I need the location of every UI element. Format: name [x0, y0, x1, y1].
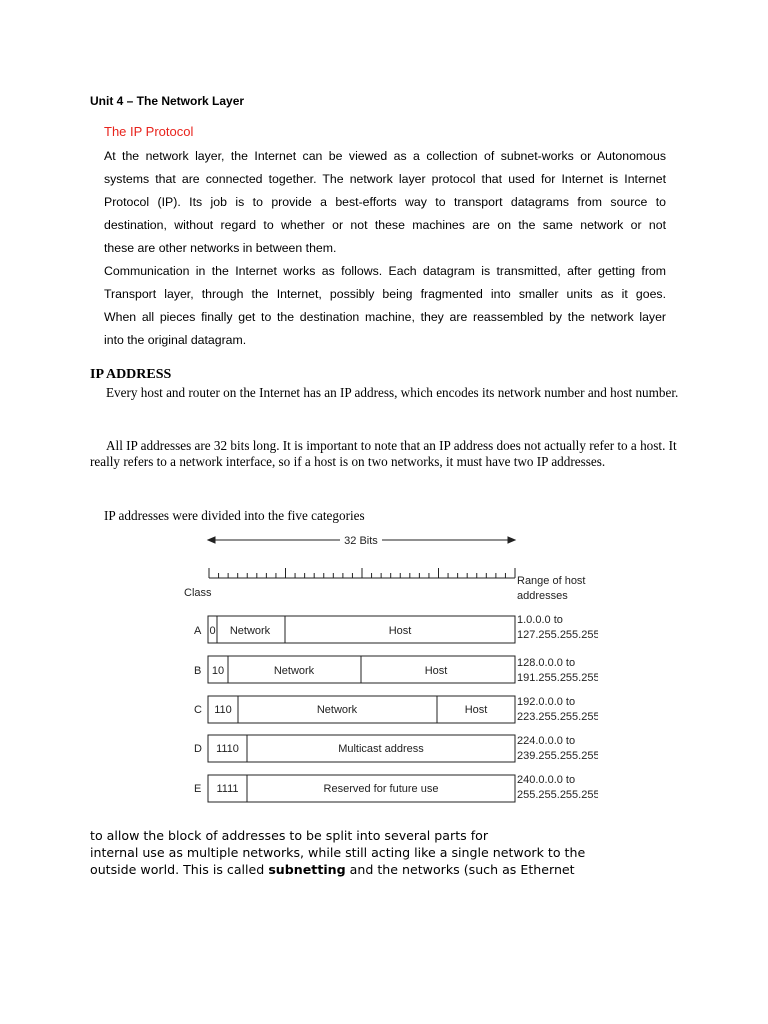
host-field: Host — [424, 665, 448, 677]
bit-ruler — [209, 568, 515, 578]
class-letter: E — [194, 783, 202, 795]
protocol-line: systems that are connected together. The network layer protocol that used for Internet is Internet — [104, 172, 666, 186]
line-text: and the networks (such as Ethernet — [345, 862, 575, 877]
network-field: Network — [273, 665, 315, 677]
protocol-line: into the original datagram. — [104, 333, 247, 347]
ip-address-heading: IP ADDRESS — [90, 367, 172, 382]
class-letter: D — [194, 743, 202, 755]
class-row-b — [194, 656, 598, 684]
ip-address-paragraph-2 — [90, 438, 690, 470]
protocol-line: Communication in the Internet works as follows. Each datagram is transmitted, after getting from — [104, 264, 666, 278]
network-field: Network — [229, 625, 271, 637]
class-row-d — [194, 735, 598, 762]
range-end: 127.255.255.255 — [517, 629, 598, 641]
range-header: addresses — [517, 590, 568, 602]
prefix-bits: 110 — [214, 704, 232, 716]
class-row-e — [194, 774, 598, 802]
range-end: 191.255.255.255 — [517, 672, 598, 684]
protocol-line: Transport layer, through the Internet, possibly being fragmented into smaller units as it goes. — [104, 287, 666, 301]
protocol-line: destination, without regard to whether or not these machines are on the same network or not — [104, 218, 666, 232]
range-end: 223.255.255.255 — [517, 711, 598, 723]
line-text: outside world. This is called — [90, 862, 269, 877]
subnetting-line-3 — [90, 861, 575, 878]
unit-title: Unit 4 – The Network Layer — [90, 94, 245, 108]
paragraph-text: Every host and router on the Internet has an IP address, which encodes its network number and host number. — [106, 385, 679, 400]
class-row-a — [194, 614, 598, 643]
range-start: 128.0.0.0 to — [517, 657, 576, 669]
prefix-bits: 0 — [209, 625, 216, 637]
class-row-c — [194, 696, 598, 723]
host-field: Host — [464, 704, 488, 716]
subnetting-line-1: to allow the block of addresses to be split into several parts for — [90, 828, 489, 843]
ip-class-diagram — [178, 530, 598, 810]
prefix-bits: 1111 — [216, 783, 239, 795]
bits-label: 32 Bits — [344, 535, 378, 547]
range-end: 239.255.255.255 — [517, 750, 598, 762]
ip-protocol-heading: The IP Protocol — [104, 124, 194, 139]
subnetting-line-2: internal use as multiple networks, while still acting like a single network to the — [90, 845, 586, 860]
categories-line: IP addresses were divided into the five categories — [104, 508, 365, 523]
class-letter: C — [194, 704, 202, 716]
class-letter: A — [194, 625, 202, 637]
class-letter: B — [194, 665, 202, 677]
ip-address-paragraph-1 — [90, 385, 690, 401]
reserved-field: Reserved for future use — [323, 783, 439, 795]
protocol-line: Protocol (IP). Its job is to provide a best-efforts way to transport datagrams from source to — [104, 195, 666, 209]
range-start: 1.0.0.0 to — [517, 614, 563, 626]
paragraph-text: All IP addresses are 32 bits long. It is important to note that an IP address does not actually refer to a host. It really refers to a network interface, so if a host is on two networks, it must have two IP addresses. — [90, 438, 677, 469]
range-header: Range of host — [517, 575, 586, 587]
host-field: Host — [388, 625, 412, 637]
protocol-line: When all pieces finally get to the destination machine, they are reassembled by the network layer — [104, 310, 666, 324]
protocol-line: At the network layer, the Internet can be viewed as a collection of subnet-works or Autonomous — [104, 149, 666, 163]
network-field: Network — [316, 704, 358, 716]
subnetting-term: subnetting — [268, 862, 346, 877]
range-start: 224.0.0.0 to — [517, 735, 576, 747]
arrow-right-icon — [508, 537, 515, 543]
class-header: Class — [184, 587, 212, 599]
protocol-line: these are other networks in between them. — [104, 241, 337, 255]
range-start: 240.0.0.0 to — [517, 774, 576, 786]
range-start: 192.0.0.0 to — [517, 696, 576, 708]
arrow-left-icon — [208, 537, 215, 543]
multicast-field: Multicast address — [338, 743, 424, 755]
prefix-bits: 10 — [211, 665, 225, 677]
range-end: 255.255.255.255 — [517, 789, 598, 801]
ip-class-diagram-svg — [178, 530, 598, 810]
prefix-bits: 1110 — [216, 743, 239, 755]
